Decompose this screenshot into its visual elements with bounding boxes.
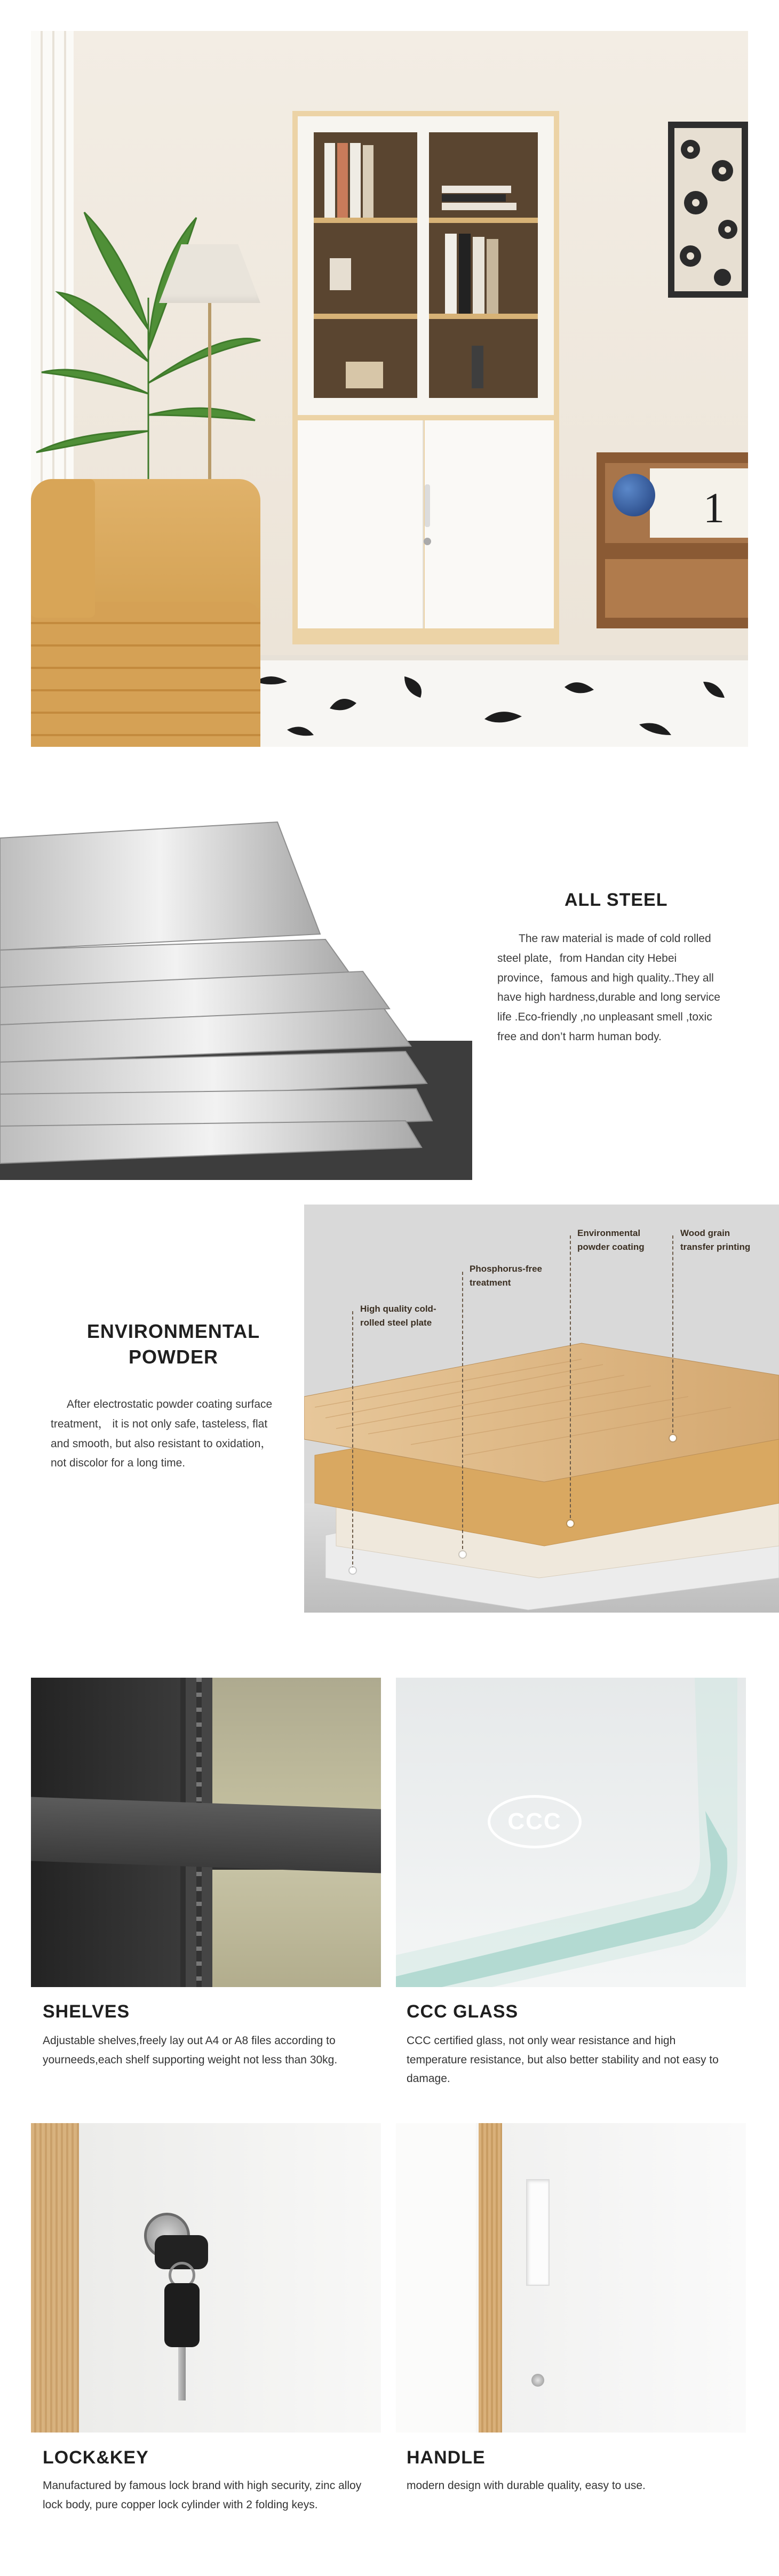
lock-key-text: Manufactured by famous lock brand with high security, zinc alloy lock body, pure copper lock cylinder with 2 folding keys.: [43, 2479, 362, 2511]
lock-image: [31, 2123, 381, 2433]
steel-sheets-stack: [0, 774, 472, 1180]
sofa: [31, 479, 260, 747]
ccc-glass-image: [396, 1678, 746, 1987]
shelves-image: [31, 1678, 381, 1987]
cabinet: [292, 111, 559, 644]
recessed-handle: [526, 2179, 550, 2286]
lower-door-left: [298, 420, 424, 628]
key-blade: [178, 2347, 186, 2400]
globe: [613, 474, 655, 516]
marker-wood-grain: [670, 1435, 676, 1441]
powder-layers-image: [304, 1205, 779, 1613]
glass-door-right: [426, 129, 541, 401]
environmental-text: After electrostatic powder coating surface treatment， it is not only safe, tasteless, flat and smooth, but also resistant to oxidation，not discolor for a long time.: [51, 1398, 273, 1470]
ccc-badge-text: CCC: [507, 1808, 562, 1835]
plant-illustration: [31, 191, 266, 490]
handle-text: modern design with durable quality, easy to use.: [407, 2479, 646, 2492]
shelf-board: [31, 1797, 381, 1873]
label-phosphorus-free: Phosphorus-free treatment: [470, 1264, 543, 1288]
side-shelf: [597, 452, 748, 628]
lower-door-right: [425, 420, 554, 628]
flower-art: [674, 128, 742, 291]
shelves-text: Adjustable shelves,freely lay out A4 or A8 files according to yourneeds,each shelf supporting weight not less than 30kg.: [43, 2035, 338, 2066]
hero-image: [31, 31, 748, 747]
ccc-glass-title: CCC GLASS: [407, 2001, 519, 2022]
calendar-number: 1: [703, 485, 725, 532]
marker-steel: [349, 1567, 356, 1574]
cabinet-lock: [424, 538, 431, 545]
all-steel-title: ALL STEEL: [565, 890, 668, 910]
environmental-title-line1: ENVIRONMENTAL: [86, 1320, 260, 1342]
floor-lamp-pole: [208, 303, 211, 495]
lock-key-title: LOCK&KEY: [43, 2447, 149, 2468]
handle-image: [396, 2123, 746, 2433]
environmental-title-line2: POWDER: [129, 1346, 218, 1368]
steel-sheets-image: [0, 774, 472, 1180]
rug-pattern: [234, 660, 748, 747]
rug: [234, 660, 748, 747]
all-steel-text: The raw material is made of cold rolled steel plate，from Handan city Hebei province，famous and high quality..They all have high hardness,durable and long service life .Eco-friendly ,no unpleasant smell ,toxic free and don’t harm human body.: [497, 932, 720, 1043]
ccc-badge: [488, 1795, 582, 1848]
handle-title: HANDLE: [407, 2447, 486, 2468]
label-environmental-coating: Environmental powder coating: [577, 1228, 645, 1252]
glass-door-left: [311, 129, 420, 401]
wall-picture: [668, 122, 748, 298]
shelves-title: SHELVES: [43, 2001, 130, 2022]
handle-lock: [531, 2374, 544, 2387]
key-head: [164, 2283, 200, 2347]
ccc-glass-text: CCC certified glass, not only wear resistance and high temperature resistance, but also better stability and not easy to damage.: [407, 2035, 719, 2085]
label-wood-grain: Wood grain transfer printing: [680, 1228, 751, 1252]
marker-phosphorus: [459, 1551, 466, 1558]
cabinet-handle: [425, 484, 430, 527]
marker-coating: [567, 1520, 574, 1527]
label-high-quality-steel: High quality cold- rolled steel plate: [360, 1304, 436, 1328]
